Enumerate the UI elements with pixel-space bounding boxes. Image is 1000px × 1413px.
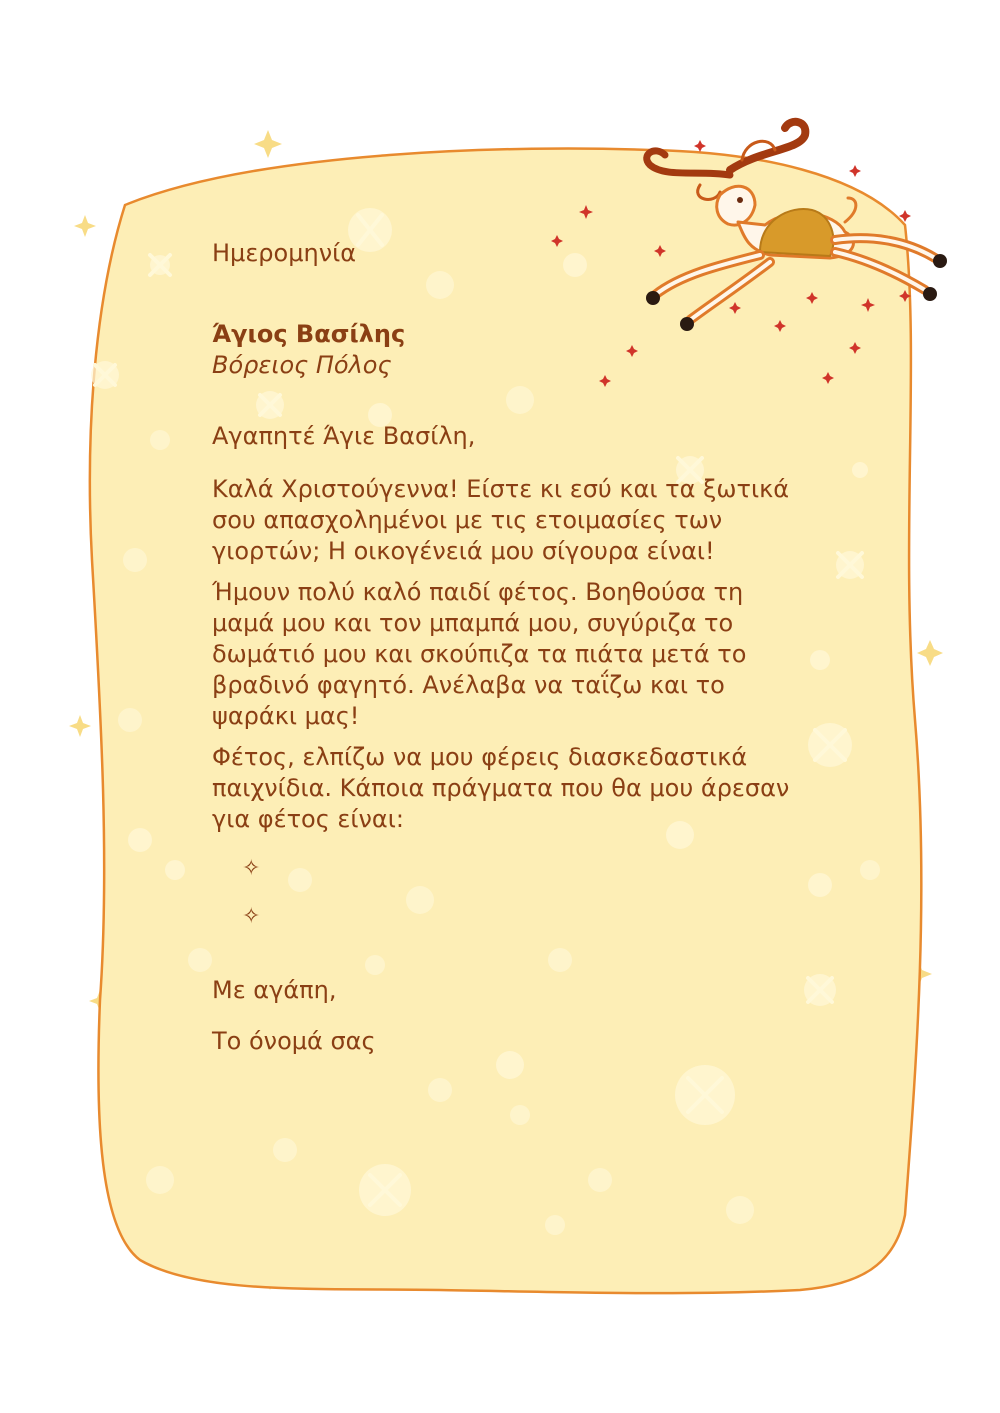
paragraph-good-behavior: Ήμουν πολύ καλό παιδί φέτος. Βοηθούσα τη μαμά μου και τον μπαμπά μου, συγύριζα το δωμάτιό μου και σκούπιζα τα πιάτα μετά το βραδινό φαγητό. Ανέλαβα να ταΐζω και το ψαράκι μας! xyxy=(212,578,747,730)
greeting: Αγαπητέ Άγιε Βασίλη, xyxy=(212,422,476,450)
closing: Με αγάπη, xyxy=(212,976,337,1004)
paragraph-gift-request: Φέτος, ελπίζω να μου φέρεις διασκεδαστικά παιχνίδια. Κάποια πράγματα που θα μου άρεσαν για φέτος είναι: xyxy=(212,743,790,833)
wish-list xyxy=(242,845,812,941)
signature: Το όνομά σας xyxy=(212,1027,376,1055)
recipient-place: Βόρειος Πόλος xyxy=(212,351,392,379)
paragraph-christmas-wishes: Καλά Χριστούγεννα! Είστε κι εσύ και τα ξωτικά σου απασχολημένοι με τις ετοιμασίες των γιορτών; Η οικογένειά μου σίγουρα είναι! xyxy=(212,475,790,565)
date-label: Ημερομηνία xyxy=(212,239,357,267)
letter-body xyxy=(212,238,812,1057)
wish-list-item xyxy=(242,893,812,941)
recipient-name: Άγιος Βασίλης xyxy=(212,320,406,348)
sparkle-bullet-icon: ✧ xyxy=(242,856,261,881)
sparkle-bullet-icon: ✧ xyxy=(242,904,261,929)
wish-list-item xyxy=(242,845,812,893)
